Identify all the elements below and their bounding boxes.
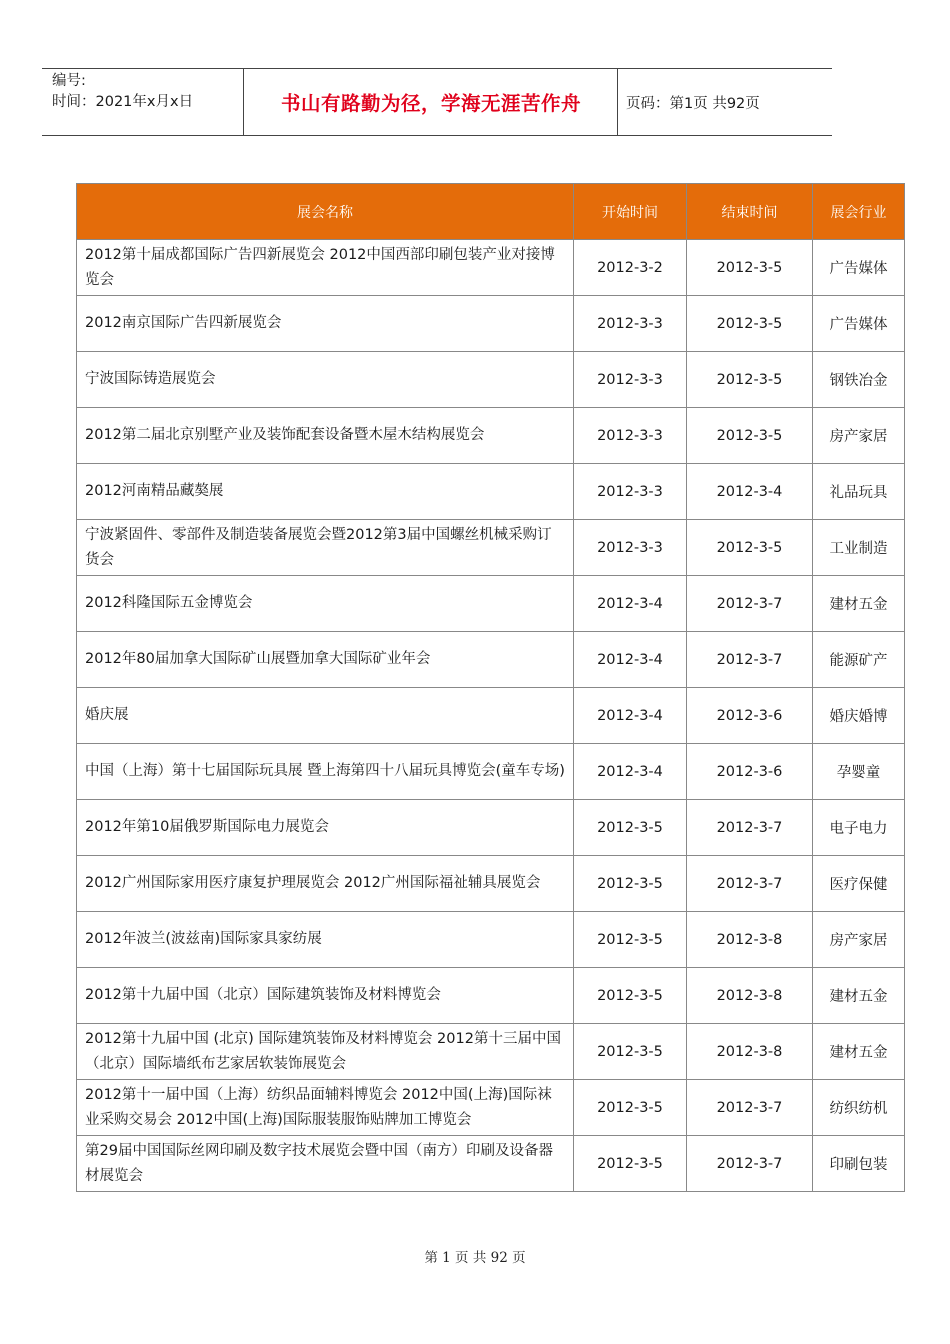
exhibition-table [76,183,905,1192]
table-row [77,632,905,688]
end-date-cell: 2012-3-7 [687,576,813,632]
table-row [77,464,905,520]
header-divider [243,69,244,135]
industry-cell: 建材五金 [813,1024,905,1080]
end-date-cell: 2012-3-8 [687,912,813,968]
table-row [77,352,905,408]
header-divider [617,69,618,135]
start-date-cell: 2012-3-5 [574,800,687,856]
industry-cell: 婚庆婚博 [813,688,905,744]
industry-cell: 广告媒体 [813,240,905,296]
end-date-cell: 2012-3-8 [687,1024,813,1080]
exhibition-name-cell: 2012第十届成都国际广告四新展览会 2012中国西部印刷包装产业对接博览会 [77,240,574,296]
table-row [77,576,905,632]
table-row [77,1136,905,1192]
table-row [77,688,905,744]
table-row [77,1080,905,1136]
exhibition-name-cell: 第29届中国国际丝网印刷及数字技术展览会暨中国（南方）印刷及设备器材展览会 [77,1136,574,1192]
start-date-cell: 2012-3-5 [574,912,687,968]
end-date-cell: 2012-3-7 [687,1136,813,1192]
exhibition-name-cell: 宁波国际铸造展览会 [77,352,574,408]
end-date-cell: 2012-3-5 [687,408,813,464]
industry-cell: 礼品玩具 [813,464,905,520]
industry-cell: 房产家居 [813,408,905,464]
industry-cell: 钢铁冶金 [813,352,905,408]
start-date-cell: 2012-3-5 [574,856,687,912]
header-meta [52,71,242,113]
end-date-cell: 2012-3-6 [687,744,813,800]
table-row [77,1024,905,1080]
start-date-cell: 2012-3-3 [574,520,687,576]
start-date-cell: 2012-3-3 [574,352,687,408]
column-header-industry: 展会行业 [813,184,905,240]
exhibition-name-cell: 2012河南精品藏獒展 [77,464,574,520]
document-header [42,68,832,136]
serial-label: 编号: [52,73,86,89]
exhibition-name-cell: 2012广州国际家用医疗康复护理展览会 2012广州国际福祉辅具展览会 [77,856,574,912]
exhibition-name-cell: 2012第十一届中国（上海）纺织品面辅料博览会 2012中国(上海)国际袜业采购交易会 2012中国(上海)国际服装服饰贴牌加工博览会 [77,1080,574,1136]
exhibition-name-cell: 2012年第10届俄罗斯国际电力展览会 [77,800,574,856]
end-date-cell: 2012-3-7 [687,800,813,856]
start-date-cell: 2012-3-3 [574,464,687,520]
exhibition-name-cell: 中国（上海）第十七届国际玩具展 暨上海第四十八届玩具博览会(童车专场) [77,744,574,800]
start-date-cell: 2012-3-5 [574,1136,687,1192]
industry-cell: 电子电力 [813,800,905,856]
exhibition-name-cell: 宁波紧固件、零部件及制造装备展览会暨2012第3届中国螺丝机械采购订货会 [77,520,574,576]
start-date-cell: 2012-3-3 [574,296,687,352]
exhibition-name-cell: 2012年波兰(波兹南)国际家具家纺展 [77,912,574,968]
page-footer: 第 1 页 共 92 页 [424,1250,526,1266]
exhibition-name-cell: 婚庆展 [77,688,574,744]
industry-cell: 建材五金 [813,576,905,632]
table-row [77,296,905,352]
industry-cell: 广告媒体 [813,296,905,352]
end-date-cell: 2012-3-8 [687,968,813,1024]
start-date-cell: 2012-3-4 [574,632,687,688]
end-date-cell: 2012-3-5 [687,520,813,576]
start-date-cell: 2012-3-4 [574,688,687,744]
exhibition-name-cell: 2012科隆国际五金博览会 [77,576,574,632]
table-row [77,856,905,912]
header-motto: 书山有路勤为径，学海无涯苦作舟 [280,92,581,115]
end-date-cell: 2012-3-5 [687,352,813,408]
start-date-cell: 2012-3-5 [574,968,687,1024]
table-row [77,408,905,464]
end-date-cell: 2012-3-6 [687,688,813,744]
table-row [77,520,905,576]
exhibition-name-cell: 2012第十九届中国 (北京) 国际建筑装饰及材料博览会 2012第十三届中国（北京）国际墙纸布艺家居软装饰展览会 [77,1024,574,1080]
table-header-row [77,184,905,240]
header-page-info: 页码：第1页 共92页 [626,95,760,112]
column-header-name: 展会名称 [77,184,574,240]
end-date-cell: 2012-3-4 [687,464,813,520]
industry-cell: 孕婴童 [813,744,905,800]
end-date-cell: 2012-3-5 [687,296,813,352]
industry-cell: 医疗保健 [813,856,905,912]
start-date-cell: 2012-3-3 [574,408,687,464]
table-row [77,800,905,856]
industry-cell: 工业制造 [813,520,905,576]
exhibition-name-cell: 2012南京国际广告四新展览会 [77,296,574,352]
exhibition-name-cell: 2012第十九届中国（北京）国际建筑装饰及材料博览会 [77,968,574,1024]
table-row [77,240,905,296]
column-header-start: 开始时间 [574,184,687,240]
start-date-cell: 2012-3-4 [574,576,687,632]
industry-cell: 能源矿产 [813,632,905,688]
time-label: 时间：2021年x月x日 [52,94,194,110]
column-header-end: 结束时间 [687,184,813,240]
table-row [77,968,905,1024]
start-date-cell: 2012-3-5 [574,1024,687,1080]
industry-cell: 建材五金 [813,968,905,1024]
industry-cell: 印刷包装 [813,1136,905,1192]
end-date-cell: 2012-3-7 [687,856,813,912]
exhibition-name-cell: 2012第二届北京别墅产业及装饰配套设备暨木屋木结构展览会 [77,408,574,464]
start-date-cell: 2012-3-2 [574,240,687,296]
exhibition-name-cell: 2012年80届加拿大国际矿山展暨加拿大国际矿业年会 [77,632,574,688]
industry-cell: 纺织纺机 [813,1080,905,1136]
table-row [77,912,905,968]
start-date-cell: 2012-3-4 [574,744,687,800]
start-date-cell: 2012-3-5 [574,1080,687,1136]
end-date-cell: 2012-3-5 [687,240,813,296]
table-row [77,744,905,800]
industry-cell: 房产家居 [813,912,905,968]
end-date-cell: 2012-3-7 [687,632,813,688]
end-date-cell: 2012-3-7 [687,1080,813,1136]
